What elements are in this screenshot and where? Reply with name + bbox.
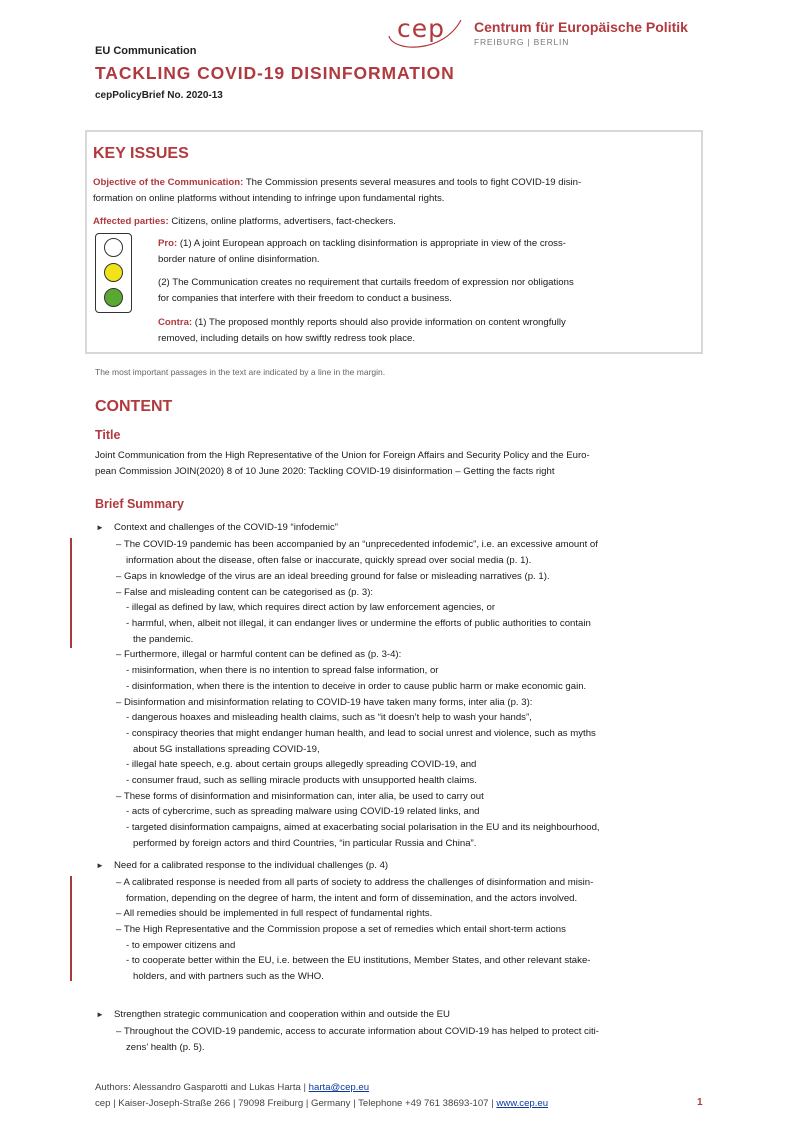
- authors-text: Authors: Alessandro Gasparotti and Lukas Harta |: [95, 1082, 309, 1093]
- list-item: - disinformation, when there is the intention to deceive in order to cause public harm or make economic gain.: [126, 681, 587, 692]
- objective-text: The Commission presents several measures and tools to fight COVID-19 disin-: [243, 177, 582, 188]
- list-item: – All remedies should be implemented in full respect of fundamental rights.: [116, 908, 433, 919]
- list-item: the pandemic.: [133, 634, 194, 645]
- list-item: holders, and with partners such as the WHO.: [133, 971, 324, 982]
- contra-text-1: (1) The proposed monthly reports should also provide information on content wrongfully: [192, 317, 566, 328]
- traffic-light-green: [104, 288, 123, 307]
- author-email-link[interactable]: harta@cep.eu: [308, 1082, 370, 1093]
- affected-text: Citizens, online platforms, advertisers, fact-checkers.: [168, 216, 396, 227]
- contra-line-2: removed, including details on how swiftly redress took place.: [158, 333, 416, 344]
- title-text-1: Joint Communication from the High Representative of the Union for Foreign Affairs and Security Policy and the Euro-: [95, 450, 590, 461]
- list-item: - conspiracy theories that might endanger human health, and lead to social unrest and violence, such as myths: [126, 728, 596, 739]
- list-item: performed by foreign actors and third Countries, “in particular Russia and China”.: [133, 838, 477, 849]
- list-item: – The COVID-19 pandemic has been accompanied by an “unprecedented infodemic”, i.e. an excessive amount of: [116, 539, 598, 550]
- list-item: – False and misleading content can be categorised as (p. 3):: [116, 587, 374, 598]
- pro-line-3: (2) The Communication creates no requirement that curtails freedom of expression nor obligations: [158, 277, 574, 288]
- title-subheading: Title: [95, 428, 121, 442]
- document-title: TACKLING COVID-19 DISINFORMATION: [95, 63, 455, 83]
- list-item: zens’ health (p. 5).: [126, 1042, 205, 1053]
- objective-line-2: formation on online platforms without intending to infringe upon fundamental rights.: [93, 193, 445, 204]
- pro-line-4: for companies that interfere with their freedom to conduct a business.: [158, 293, 452, 304]
- list-item: - illegal hate speech, e.g. about certain groups allegedly spreading COVID-19, and: [126, 759, 477, 770]
- list-item: – The High Representative and the Commission propose a set of remedies which entail short-term actions: [116, 924, 566, 935]
- traffic-light-icon: [95, 233, 132, 313]
- list-item: - harmful, when, albeit not illegal, it can endanger lives or undermine the efforts of public authorities to contain: [126, 618, 591, 629]
- document-category: EU Communication: [95, 45, 197, 57]
- margin-note: The most important passages in the text are indicated by a line in the margin.: [95, 367, 386, 377]
- content-heading: CONTENT: [95, 398, 173, 415]
- traffic-light-white: [104, 238, 123, 257]
- list-item: - consumer fraud, such as selling miracle products with unsupported health claims.: [126, 775, 477, 786]
- pro-text-1: (1) A joint European approach on tackling disinformation is appropriate in view of the cross-: [177, 238, 566, 249]
- list-item: - acts of cybercrime, such as spreading malware using COVID-19 related links, and: [126, 806, 480, 817]
- list-item: - misinformation, when there is no intention to spread false information, or: [126, 665, 439, 676]
- traffic-light-yellow: [104, 263, 123, 282]
- brief-number: cepPolicyBrief No. 2020-13: [95, 90, 223, 101]
- footer-authors: [95, 1082, 369, 1093]
- summary-item-1-heading: Context and challenges of the COVID-19 “infodemic”: [114, 522, 338, 533]
- list-item: – A calibrated response is needed from all parts of society to address the challenges of disinformation and misin-: [116, 877, 594, 888]
- key-issues-heading: KEY ISSUES: [93, 145, 189, 162]
- triangle-bullet-icon: ►: [96, 1010, 104, 1019]
- margin-indicator: [70, 876, 72, 981]
- page-number: 1: [697, 1097, 703, 1108]
- list-item: - illegal as defined by law, which requires direct action by law enforcement agencies, or: [126, 602, 496, 613]
- summary-subheading: Brief Summary: [95, 497, 184, 511]
- affected-label: Affected parties:: [93, 216, 169, 227]
- list-item: information about the disease, often false or inaccurate, quickly spread over social media (p. 1).: [126, 555, 532, 566]
- list-item: about 5G installations spreading COVID-19,: [133, 744, 320, 755]
- list-item: – Gaps in knowledge of the virus are an ideal breeding ground for false or misleading narratives (p. 1).: [116, 571, 550, 582]
- objective-label: Objective of the Communication:: [93, 177, 244, 188]
- cep-logo: cep: [397, 14, 445, 43]
- triangle-bullet-icon: ►: [96, 861, 104, 870]
- summary-item-3-heading: Strengthen strategic communication and cooperation within and outside the EU: [114, 1009, 450, 1020]
- list-item: - to empower citizens and: [126, 940, 236, 951]
- org-name: Centrum für Europäische Politik: [474, 19, 688, 35]
- list-item: formation, depending on the degree of harm, the intent and form of dissemination, and the actors involved.: [126, 893, 578, 904]
- website-link[interactable]: www.cep.eu: [496, 1098, 549, 1109]
- footer-address: [95, 1098, 548, 1109]
- list-item: - targeted disinformation campaigns, aimed at exacerbating social polarisation in the EU and its neighbourhood,: [126, 822, 600, 833]
- margin-indicator: [70, 538, 72, 648]
- org-location: FREIBURG | BERLIN: [474, 37, 570, 47]
- list-item: - dangerous hoaxes and misleading health claims, such as “it doesn’t help to wash your hands”,: [126, 712, 532, 723]
- title-text-2: pean Commission JOIN(2020) 8 of 10 June 2020: Tackling COVID-19 disinformation – Getting the facts right: [95, 466, 555, 477]
- list-item: – These forms of disinformation and misinformation can, inter alia, be used to carry out: [116, 791, 484, 802]
- affected-parties: [93, 213, 396, 231]
- summary-item-2-heading: Need for a calibrated response to the individual challenges (p. 4): [114, 860, 389, 871]
- triangle-bullet-icon: ►: [96, 523, 104, 532]
- list-item: – Disinformation and misinformation relating to COVID-19 have taken many forms, inter alia (p. 3):: [116, 697, 533, 708]
- pro-line-2: border nature of online disinformation.: [158, 254, 320, 265]
- list-item: - to cooperate better within the EU, i.e. between the EU institutions, Member States, and other relevant stake-: [126, 955, 591, 966]
- address-text: cep | Kaiser-Joseph-Straße 266 | 79098 Freiburg | Germany | Telephone +49 761 38693-107 |: [95, 1098, 497, 1109]
- list-item: – Throughout the COVID-19 pandemic, access to accurate information about COVID-19 has helped to protect citi-: [116, 1026, 599, 1037]
- contra-label: Contra:: [158, 317, 193, 328]
- list-item: – Furthermore, illegal or harmful content can be defined as (p. 3-4):: [116, 649, 402, 660]
- pro-label: Pro:: [158, 238, 178, 249]
